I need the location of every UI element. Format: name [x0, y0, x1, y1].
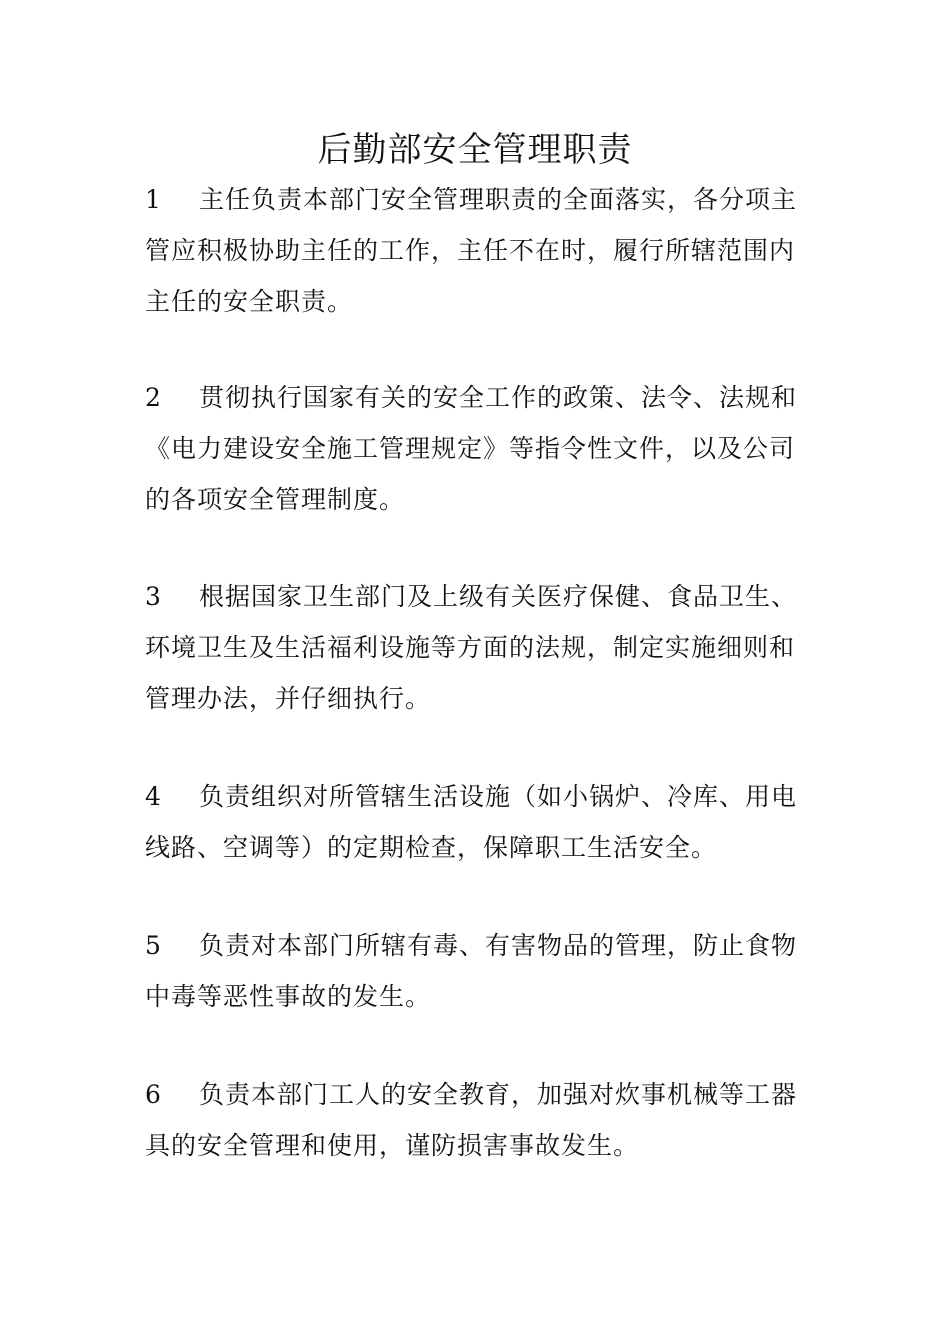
item-number: 2	[145, 383, 162, 412]
duty-item-6	[145, 1069, 815, 1171]
item-number: 3	[145, 582, 162, 611]
item-text: 负责组织对所管辖生活设施（如小锅炉、冷库、用电线路、空调等）的定期检查，保障职工生活安全。	[145, 782, 798, 862]
item-number: 4	[145, 782, 162, 811]
item-text: 根据国家卫生部门及上级有关医疗保健、食品卫生、环境卫生及生活福利设施等方面的法规，制定实施细则和管理办法，并仔细执行。	[145, 582, 798, 713]
item-number: 6	[145, 1080, 162, 1109]
item-number: 1	[145, 185, 162, 214]
item-text: 主任负责本部门安全管理职责的全面落实，各分项主管应积极协助主任的工作，主任不在时，履行所辖范围内主任的安全职责。	[145, 185, 798, 316]
item-number: 5	[145, 931, 162, 960]
item-text: 负责本部门工人的安全教育，加强对炊事机械等工器具的安全管理和使用，谨防损害事故发生。	[145, 1080, 798, 1160]
duty-item-2	[145, 372, 815, 525]
item-text: 贯彻执行国家有关的安全工作的政策、法令、法规和《电力建设安全施工管理规定》等指令性文件，以及公司的各项安全管理制度。	[145, 383, 798, 514]
duty-item-3	[145, 571, 815, 724]
duty-item-4	[145, 771, 815, 873]
document-title: 后勤部安全管理职责	[317, 130, 633, 170]
duty-item-5	[145, 920, 815, 1022]
duty-item-1	[145, 174, 815, 327]
item-text: 负责对本部门所辖有毒、有害物品的管理，防止食物中毒等恶性事故的发生。	[145, 931, 798, 1011]
